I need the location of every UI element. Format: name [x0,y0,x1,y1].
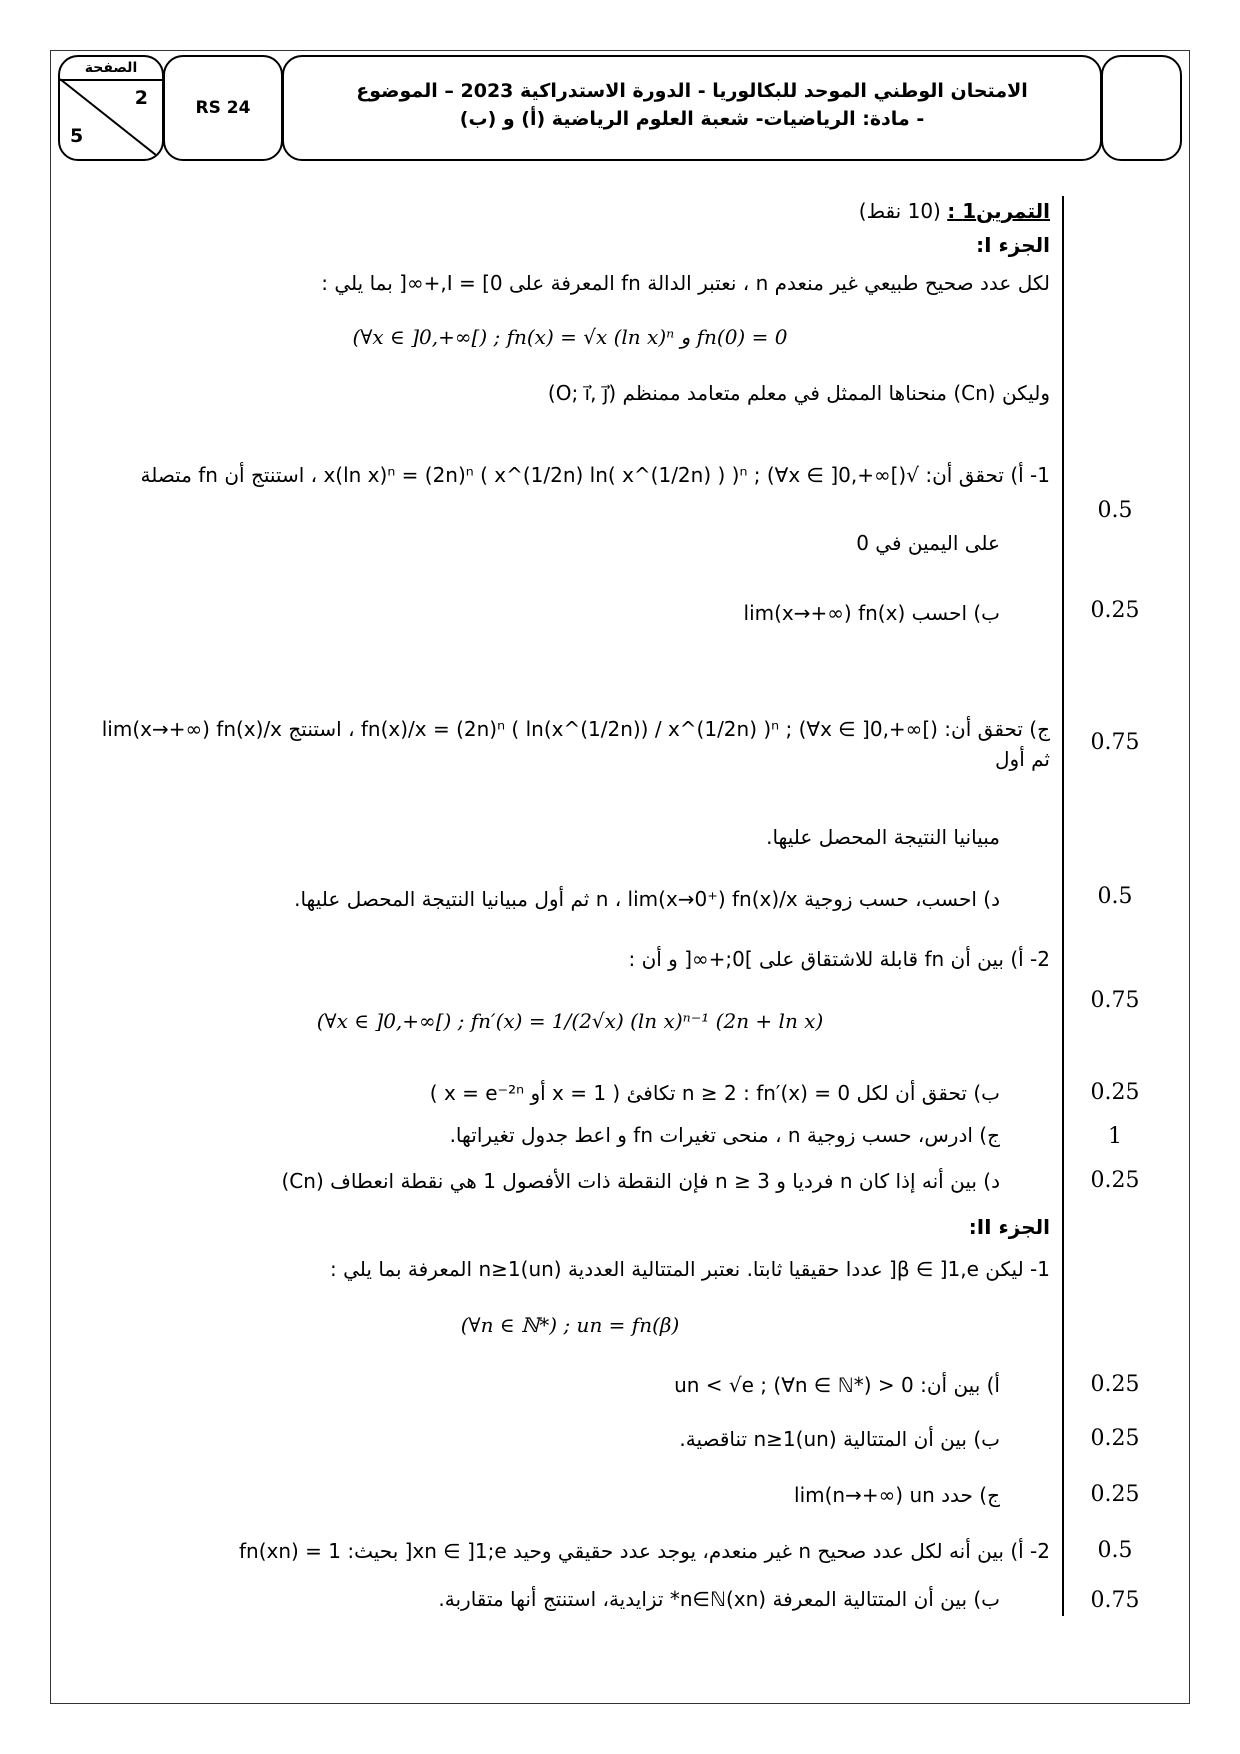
definition-formula: (∀x ∈ ]0,+∞[) ; fn(x) = √x (ln x)ⁿ و fn(0) = 0 [352,325,788,349]
points-II-1b: 0.25 [1090,1426,1140,1451]
points-2d: 0.25 [1090,1168,1140,1193]
question-2b: ب) تحقق أن لكل n ≥ 2 : fn′(x) = 0 تكافئ ( x = 1 أو x = e⁻²ⁿ ) [429,1081,1000,1105]
question-II-2a: 2- أ) بين أنه لكل عدد صحيح n غير منعدم، يوجد عدد حقيقي وحيد xn ∈ ]1;e[ بحيث: fn(xn) = 1 [238,1539,1050,1563]
points-II-1c: 0.25 [1090,1482,1140,1507]
points-2b: 0.25 [1090,1080,1140,1105]
curve-statement: وليكن (Cn) منحناها الممثل في معلم متعامد ممنظم (O; i⃗, j⃗) [547,381,1050,405]
part1-intro: لكل عدد صحيح طبيعي غير منعدم n ، نعتبر الدالة fn المعرفة على I = [0,+∞[ بما يلي : [321,271,1050,295]
exam-code-box [163,55,283,161]
exam-title-box [282,55,1102,161]
points-1c: 0.75 [1090,730,1140,755]
blank-corner-box [1101,55,1182,161]
points-II-2b: 0.75 [1090,1588,1140,1613]
question-II-1b: ب) بين أن المتتالية (un)n≥1 تناقصية. [679,1427,1000,1451]
exercise-title: التمرين1 : [947,199,1050,223]
exam-title-line2: - مادة: الرياضيات- شعبة العلوم الرياضية (أ) و (ب) [459,108,925,130]
part2-title: الجزء II: [968,1215,1050,1239]
points-1b: 0.25 [1090,598,1140,623]
question-2a: 2- أ) بين أن fn قابلة للاشتقاق على ]0;+∞[ و أن : [628,947,1050,971]
points-II-2a: 0.5 [1097,1538,1133,1563]
page-frame [50,50,1190,1704]
points-column-divider [1062,196,1064,1616]
points-1a: 0.5 [1097,498,1133,523]
question-II-2b: ب) بين أن المتتالية المعرفة (xn)n∈ℕ* تزايدية، استنتج أنها متقاربة. [438,1587,1000,1611]
part2-intro: 1- ليكن β ∈ ]1,e[ عددا حقيقيا ثابتا. نعتبر المتتالية العددية (un)n≥1 المعرفة بما يلي : [330,1257,1050,1281]
part1-title: الجزء I: [976,233,1050,257]
page-current: 2 [134,87,148,109]
question-II-1a: أ) بين أن: 0 < un < √e ; (∀n ∈ ℕ*) [674,1373,1000,1397]
question-1b: ب) احسب lim(x→+∞) fn(x) [743,601,1000,625]
question-1d: د) احسب، حسب زوجية n ، lim(x→0⁺) fn(x)/x ثم أول مبيانيا النتيجة المحصل عليها. [294,887,1000,911]
question-1c: ج) تحقق أن: fn(x)/x = (2n)ⁿ ( ln(x^(1/2n)) / x^(1/2n) )ⁿ ; (∀x ∈ ]0,+∞[) ، استنتج lim(x→+∞) fn(x)/x ثم أول [101,717,1050,771]
points-1d: 0.5 [1097,884,1133,909]
question-1a-continued: على اليمين في 0 [856,531,1000,555]
question-2a-formula: (∀x ∈ ]0,+∞[) ; fn′(x) = 1/(2√x) (ln x)ⁿ⁻¹ (2n + ln x) [316,1009,824,1033]
exam-code: RS 24 [195,98,251,118]
question-2d: د) بين أنه إذا كان n فرديا و n ≥ 3 فإن النقطة ذات الأفصول 1 هي نقطة انعطاف (Cn) [281,1169,1000,1193]
page-label: الصفحة [60,57,162,81]
page-total: 5 [70,125,84,147]
page-number-box [58,55,164,161]
exercise-points: (10 نقط) [858,199,941,223]
points-2a: 0.75 [1090,988,1140,1013]
exercise-header [90,196,1050,226]
question-1a: 1- أ) تحقق أن: √x(ln x)ⁿ = (2n)ⁿ ( x^(1/2n) ln( x^(1/2n) ) )ⁿ ; (∀x ∈ ]0,+∞[) ، استنتج أن fn متصلة [140,463,1050,487]
question-2c: ج) ادرس، حسب زوجية n ، منحى تغيرات fn و اعط جدول تغيراتها. [449,1123,1000,1147]
points-2c: 1 [1108,1124,1122,1149]
exam-title-line1: الامتحان الوطني الموحد للبكالوريا - الدورة الاستدراكية 2023 – الموضوع [356,80,1028,102]
question-1c-continued: مبيانيا النتيجة المحصل عليها. [766,825,1000,849]
question-II-1c: ج) حدد lim(n→+∞) un [794,1483,1000,1507]
part2-formula: (∀n ∈ ℕ*) ; un = fn(β) [460,1313,680,1337]
points-II-1a: 0.25 [1090,1372,1140,1397]
